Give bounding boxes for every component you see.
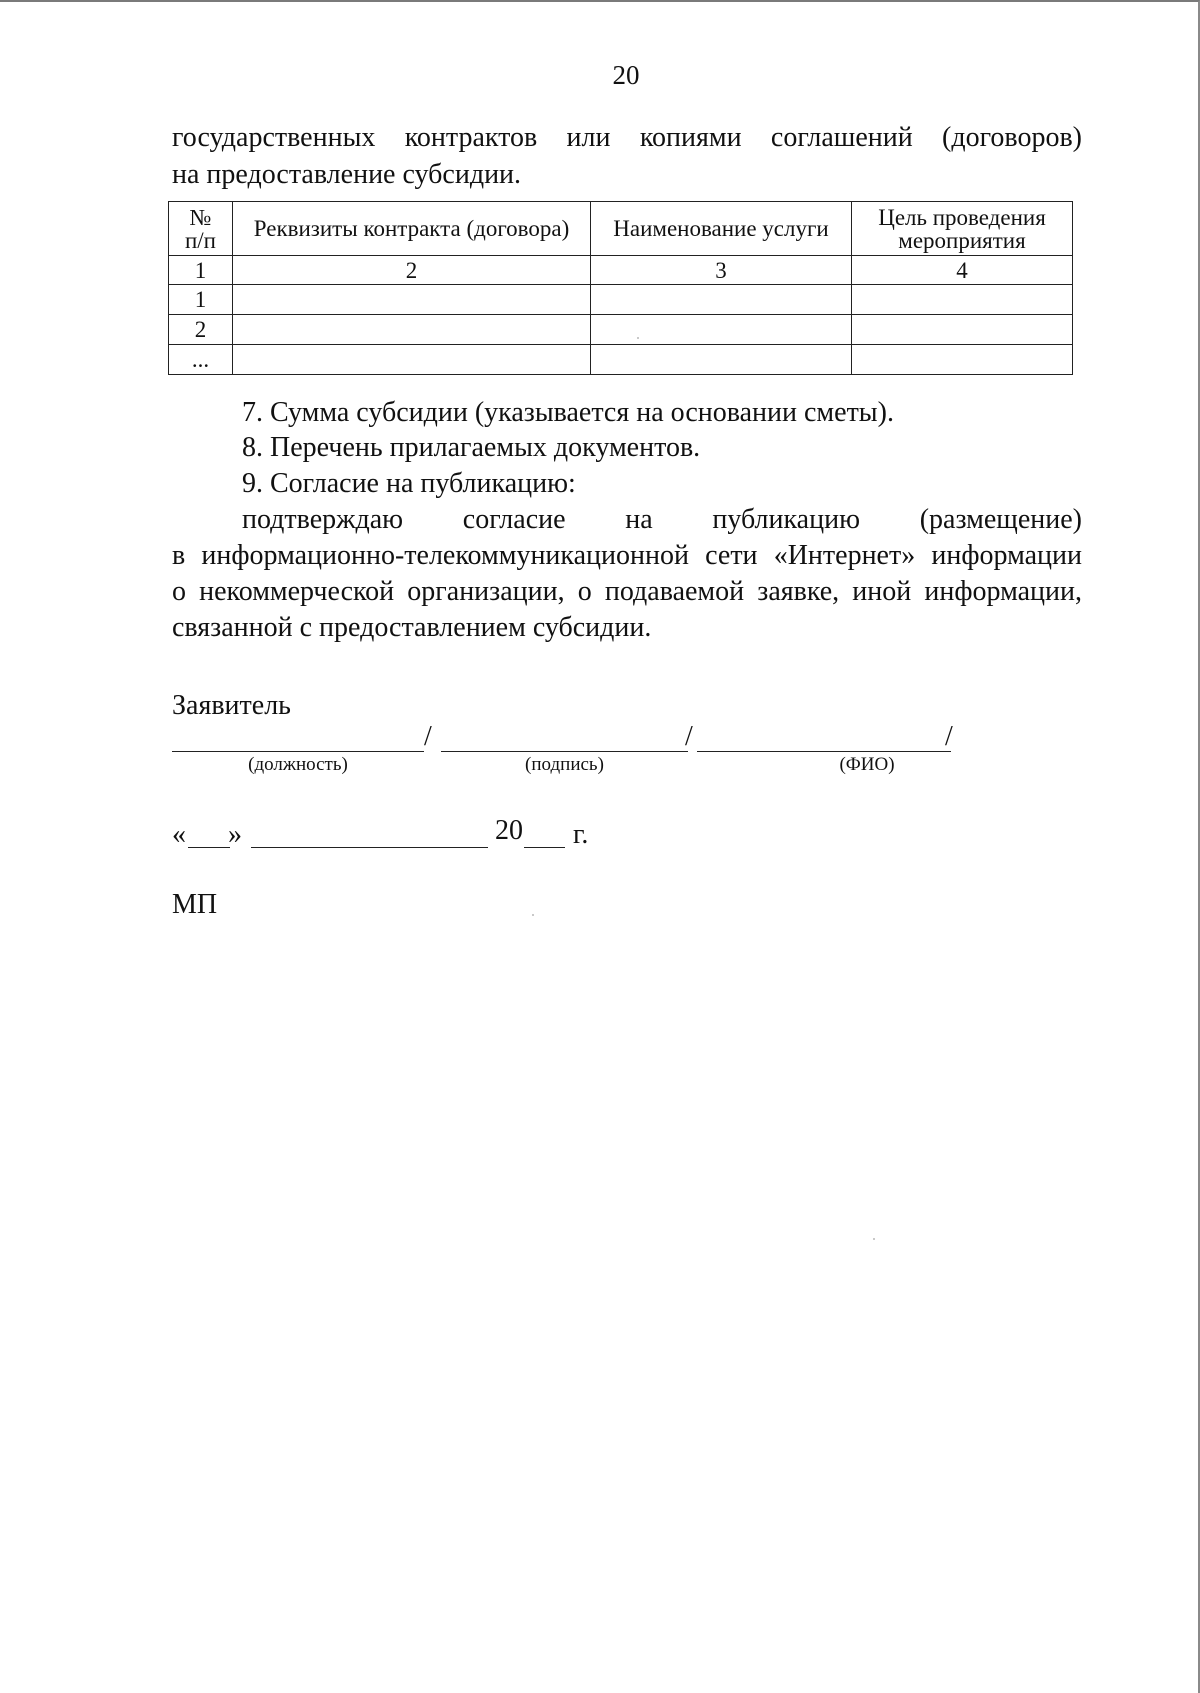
- date-month-field[interactable]: [251, 847, 488, 848]
- table-row: [169, 315, 1073, 345]
- page-number: 20: [612, 60, 640, 90]
- continuation-text-line-1: государственных контрактов или копиями соглашений (договоров): [172, 122, 1082, 153]
- position-field-line[interactable]: [172, 751, 424, 752]
- table-cell: [591, 285, 852, 315]
- table-cell: [852, 315, 1073, 345]
- header-service-name: Наименование услуги: [591, 202, 852, 256]
- full-name-field-line[interactable]: [697, 751, 951, 752]
- item-9-publication-consent: 9. Согласие на публикацию:: [242, 468, 576, 499]
- position-caption: (должность): [248, 754, 348, 775]
- table-cell: [233, 285, 591, 315]
- table-cell: [852, 285, 1073, 315]
- header-goal-line-1: Цель проведения: [878, 204, 1046, 230]
- table-cell: [591, 315, 852, 345]
- column-number: 2: [233, 256, 591, 285]
- row-number: 2: [169, 315, 233, 345]
- table-cell: [233, 345, 591, 375]
- date-open-quote: «: [172, 819, 186, 850]
- row-number: ...: [169, 345, 233, 375]
- full-name-caption: (ФИО): [839, 754, 895, 775]
- applicant-label: Заявитель: [172, 690, 291, 721]
- consent-text-line-3: о некоммерческой организации, о подаваемой заявке, иной информации,: [172, 576, 1082, 607]
- contracts-table: [168, 201, 1073, 375]
- separator-slash: /: [945, 721, 953, 752]
- continuation-text-line-2: на предоставление субсидии.: [172, 159, 522, 190]
- header-goal-line-2: мероприятия: [898, 227, 1026, 253]
- scan-speck: [532, 914, 534, 916]
- date-year-prefix: 20: [495, 815, 523, 846]
- scan-speck: [873, 1238, 875, 1240]
- table-cell: [591, 345, 852, 375]
- date-year-suffix: г.: [573, 819, 589, 850]
- item-8-attached-documents: 8. Перечень прилагаемых документов.: [242, 432, 701, 463]
- header-number-sign: №: [189, 204, 212, 230]
- row-number: 1: [169, 285, 233, 315]
- signature-field-line[interactable]: [441, 751, 688, 752]
- column-number: 3: [591, 256, 852, 285]
- header-number: [169, 202, 233, 256]
- item-7-subsidy-amount: 7. Сумма субсидии (указывается на основании сметы).: [242, 397, 894, 428]
- column-number: 4: [852, 256, 1073, 285]
- column-number-row: [169, 256, 1073, 285]
- header-contract-details: Реквизиты контракта (договора): [233, 202, 591, 256]
- table-row: [169, 345, 1073, 375]
- table-header-row: [169, 202, 1073, 256]
- signature-caption: (подпись): [525, 754, 604, 775]
- consent-text-line-2: в информационно-телекоммуникационной сети «Интернет» информации: [172, 540, 1082, 571]
- consent-text-line-1: подтверждаю согласие на публикацию (размещение): [242, 504, 1082, 535]
- scan-speck: [637, 337, 639, 339]
- table-row: [169, 285, 1073, 315]
- separator-slash: /: [685, 721, 693, 752]
- table-cell: [233, 315, 591, 345]
- table-cell: [852, 345, 1073, 375]
- date-day-field[interactable]: [188, 847, 230, 848]
- date-year-field[interactable]: [524, 847, 565, 848]
- stamp-placeholder: МП: [172, 889, 218, 920]
- column-number: 1: [169, 256, 233, 285]
- header-number-abbr: п/п: [184, 227, 216, 253]
- date-close-quote: »: [228, 819, 242, 850]
- header-event-goal: [852, 202, 1073, 256]
- consent-text-line-4: связанной с предоставлением субсидии.: [172, 612, 652, 643]
- separator-slash: /: [424, 721, 432, 752]
